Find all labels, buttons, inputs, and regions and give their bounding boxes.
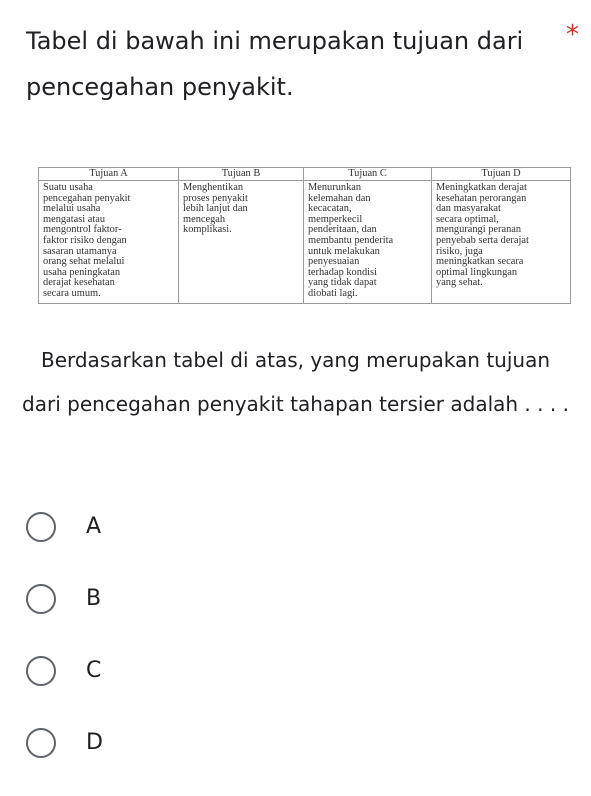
answer-options (26, 508, 566, 796)
table-cell-tujuan-d: Meningkatkan derajat kesehatan perorangan dan masyarakat secara optimal, mengurangi peranan penyebab serta derajat risiko, juga meningkatkan secara optimal lingkungan yang sehat. (432, 181, 571, 304)
table-header-tujuan-a: Tujuan A (39, 168, 179, 181)
question-image-table (38, 167, 570, 304)
required-marker: * (566, 20, 579, 50)
radio-button-icon[interactable] (26, 584, 56, 614)
table-cell-tujuan-a: Suatu usaha pencegahan penyakit melalui usaha mengatasi atau mengontrol faktor- faktor risiko dengan sasaran utamanya orang sehat melalui usaha peningkatan derajat kesehatan secara umum. (39, 181, 179, 304)
table-header-row (39, 168, 571, 181)
question-body: Berdasarkan tabel di atas, yang merupakan tujuan dari pencegahan penyakit tahapan tersier adalah . . . . (22, 348, 569, 416)
table-row (39, 181, 571, 304)
radio-button-icon[interactable] (26, 728, 56, 758)
table-cell-tujuan-b: Menghentikan proses penyakit lebih lanjut dan mencegah komplikasi. (179, 181, 304, 304)
option-label: B (86, 586, 102, 611)
option-a[interactable] (26, 508, 566, 580)
option-c[interactable] (26, 652, 566, 724)
option-label: D (86, 730, 103, 755)
question-header (26, 18, 579, 110)
prevention-goals-table (38, 167, 571, 304)
option-d[interactable] (26, 724, 566, 796)
table-header-tujuan-d: Tujuan D (432, 168, 571, 181)
radio-button-icon[interactable] (26, 512, 56, 542)
question-title: Tabel di bawah ini merupakan tujuan dari pencegahan penyakit. (26, 27, 524, 101)
option-label: A (86, 514, 102, 539)
option-b[interactable] (26, 580, 566, 652)
table-header-tujuan-c: Tujuan C (304, 168, 432, 181)
option-label: C (86, 658, 102, 683)
table-cell-tujuan-c: Menurunkan kelemahan dan kecacatan, memperkecil penderitaan, dan membantu penderita untuk melakukan penyesuaian terhadap kondisi yang tidak dapat diobati lagi. (304, 181, 432, 304)
table-header-tujuan-b: Tujuan B (179, 168, 304, 181)
radio-button-icon[interactable] (26, 656, 56, 686)
